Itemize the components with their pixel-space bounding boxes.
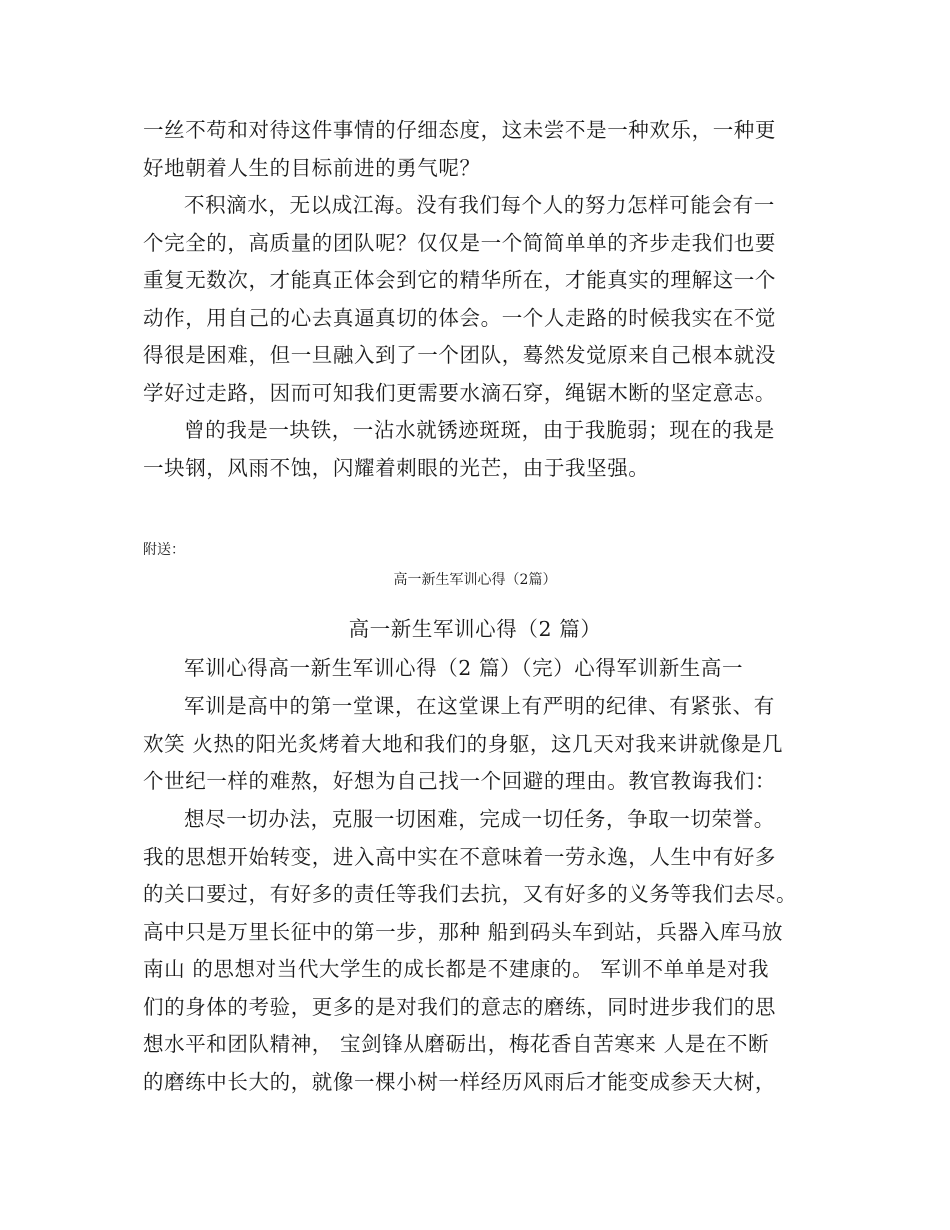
text-line: 一块钢，风雨不蚀，闪耀着刺眼的光芒，由于我坚强。 [143,455,650,480]
main-title: 高一新生军训心得（2 篇） [348,617,602,641]
paragraph-keywords [143,650,803,688]
paragraph-continuation [143,112,803,187]
text-line: 好地朝着人生的目标前进的勇气呢？ [143,155,481,180]
paragraph-iron-steel [143,412,803,487]
paragraph-first-lesson [143,688,803,801]
text-line: 曾的我是一块铁，一沾水就锈迹斑斑，由于我脆弱；现在的我是 [184,418,775,442]
text-line: 个世纪一样的难熬，好想为自己找一个回避的理由。教官教诲我们： [143,769,776,793]
appendix-small-title: 高一新生军训心得（2篇） [393,572,557,588]
text-line: 军训心得高一新生军训心得（2 篇）（完）心得军训新生高一 [184,656,744,680]
text-line: 动作，用自己的心去真逼真切的体会。一个人走路的时候我实在不觉 [143,305,776,330]
text-line: 南山 的思想对当代大学生的成长都是不建康的。 军训不单单是对我 [143,957,770,981]
text-line: 想尽一切办法，克服一切困难，完成一切任务，争取一切荣誉。 [184,807,775,831]
text-line: 不积滴水，无以成江海。没有我们每个人的努力怎样可能会有一 [184,193,775,217]
paragraph-teamwork [143,187,803,412]
text-line: 欢笑 火热的阳光炙烤着大地和我们的身躯，这几天对我来讲就像是几 [143,731,784,756]
text-line: 们的身体的考验，更多的是对我们的意志的磨练，同时进步我们的思 [143,994,776,1019]
appendix-label: 附送： [143,542,185,558]
text-line: 的关口要过，有好多的责任等我们去抗，又有好多的义务等我们去尽。 [143,882,798,906]
text-line: 重复无数次，才能真正体会到它的精华所在，才能真实的理解这一个 [143,268,776,292]
text-line: 得很是困难，但一旦融入到了一个团队，蓦然发觉原来自己根本就没 [143,343,776,367]
text-line: 一丝不苟和对待这件事情的仔细态度，这未尝不是一种欢乐，一种更 [143,118,776,142]
text-line: 学好过走路，因而可知我们更需要水滴石穿，绳锯木断的坚定意志。 [143,380,776,405]
text-line: 个完全的，高质量的团队呢？仅仅是一个简简单单的齐步走我们也要 [143,230,776,255]
text-line: 想水平和团队精神， 宝剑锋从磨砺出，梅花香自苦寒来 人是在不断 [143,1032,770,1056]
paragraph-thought-change [143,801,803,1101]
text-line: 我的思想开始转变，进入高中实在不意味着一劳永逸，人生中有好多 [143,844,776,869]
text-line: 的磨练中长大的，就像一棵小树一样经历风雨后才能变成参天大树， [143,1069,776,1094]
text-line: 军训是高中的第一堂课，在这堂课上有严明的纪律、有紧张、有 [184,694,775,718]
text-line: 高中只是万里长征中的第一步，那种 船到码头车到站，兵器入库马放 [143,919,784,944]
